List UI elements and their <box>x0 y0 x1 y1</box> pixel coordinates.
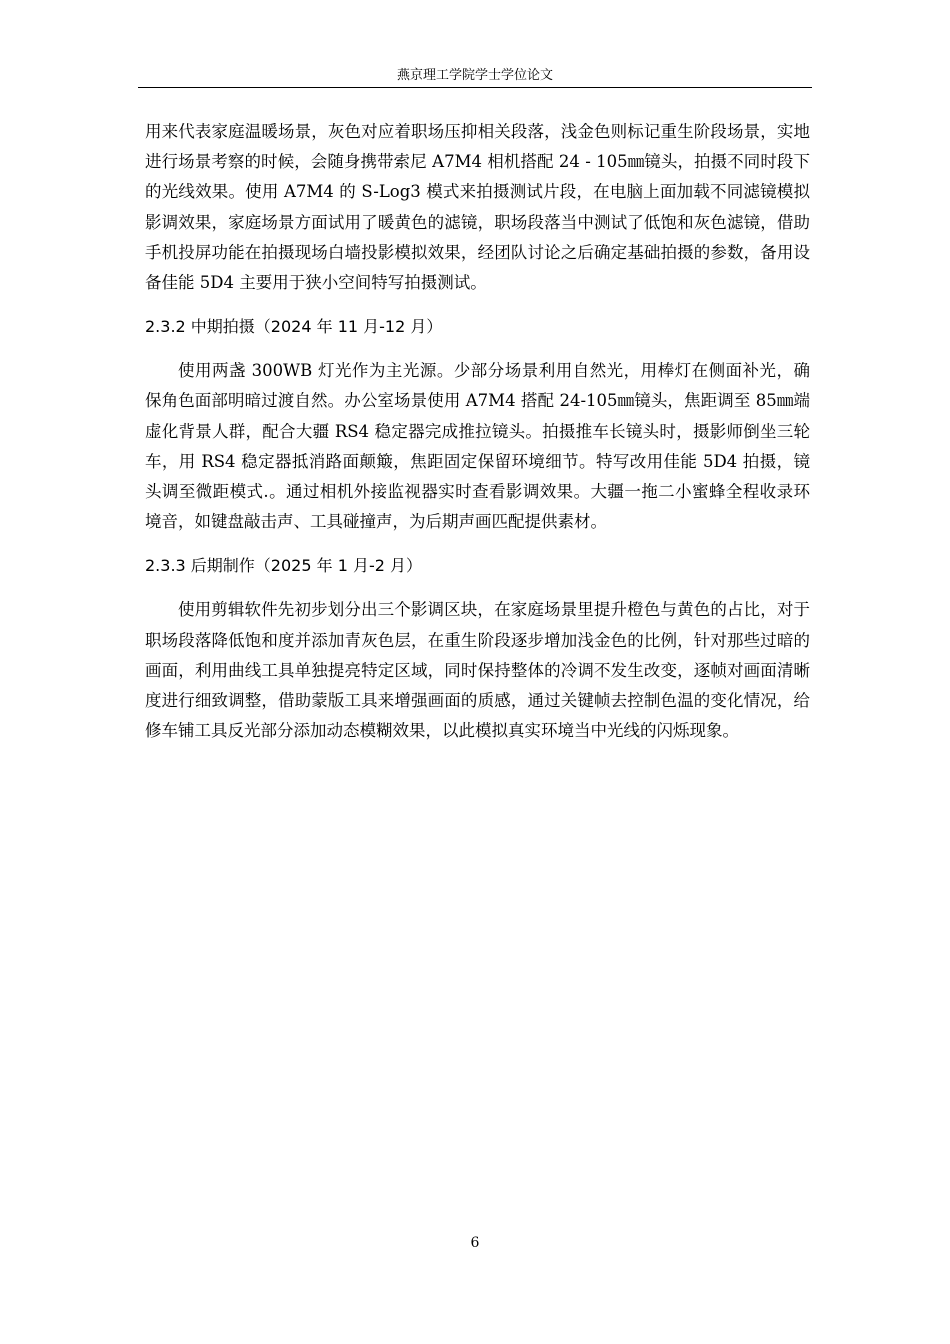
header-divider <box>138 87 812 88</box>
document-body <box>145 117 810 746</box>
section-heading-post-production: 2.3.3 后期制作（2025 年 1 月-2 月） <box>145 556 422 576</box>
section-paragraph-post-production: 使用剪辑软件先初步划分出三个影调区块，在家庭场景里提升橙色与黄色的占比，对于职场段落降低饱和度并添加青灰色层，在重生阶段逐步增加浅金色的比例，针对那些过暗的画面，利用曲线工具单独提亮特定区域，同时保持整体的冷调不发生改变，逐帧对画面清晰度进行细致调整，借助蒙版工具来增强画面的质感，通过关键帧去控制色温的变化情况，给修车铺工具反光部分添加动态模糊效果，以此模拟真实环境当中光线的闪烁现象。 <box>145 600 810 741</box>
intro-paragraph: 用来代表家庭温暖场景，灰色对应着职场压抑相关段落，浅金色则标记重生阶段场景，实地进行场景考察的时候，会随身携带索尼 A7M4 相机搭配 24 - 105㎜镜头，拍摄不同时段下的光线效果。使用 A7M4 的 S-Log3 模式来拍摄测试片段，在电脑上面加载不同滤镜模拟影调效果，家庭场景方面试用了暖黄色的滤镜，职场段落当中测试了低饱和灰色滤镜，借助手机投屏功能在拍摄现场白墙投影模拟效果，经团队讨论之后确定基础拍摄的参数，备用设备佳能 5D4 主要用于狭小空间特写拍摄测试。 <box>145 122 810 293</box>
page-header-title: 燕京理工学院学士学位论文 <box>396 68 553 83</box>
page-number: 6 <box>470 1235 480 1251</box>
section-heading-mid-shooting: 2.3.2 中期拍摄（2024 年 11 月-12 月） <box>145 317 443 337</box>
section-paragraph-mid-shooting: 使用两盏 300WB 灯光作为主光源。少部分场景利用自然光，用棒灯在侧面补光，确保角色面部明暗过渡自然。办公室场景使用 A7M4 搭配 24-105㎜镜头，焦距调至 85㎜端虚化背景人群，配合大疆 RS4 稳定器完成推拉镜头。拍摄推车长镜头时，摄影师倒坐三轮车，用 RS4 稳定器抵消路面颠簸，焦距固定保留环境细节。特写改用佳能 5D4 拍摄，镜头调至微距模式.。通过相机外接监视器实时查看影调效果。大疆一拖二小蜜蜂全程收录环境音，如键盘敲击声、工具碰撞声，为后期声画匹配提供素材。 <box>145 361 810 532</box>
